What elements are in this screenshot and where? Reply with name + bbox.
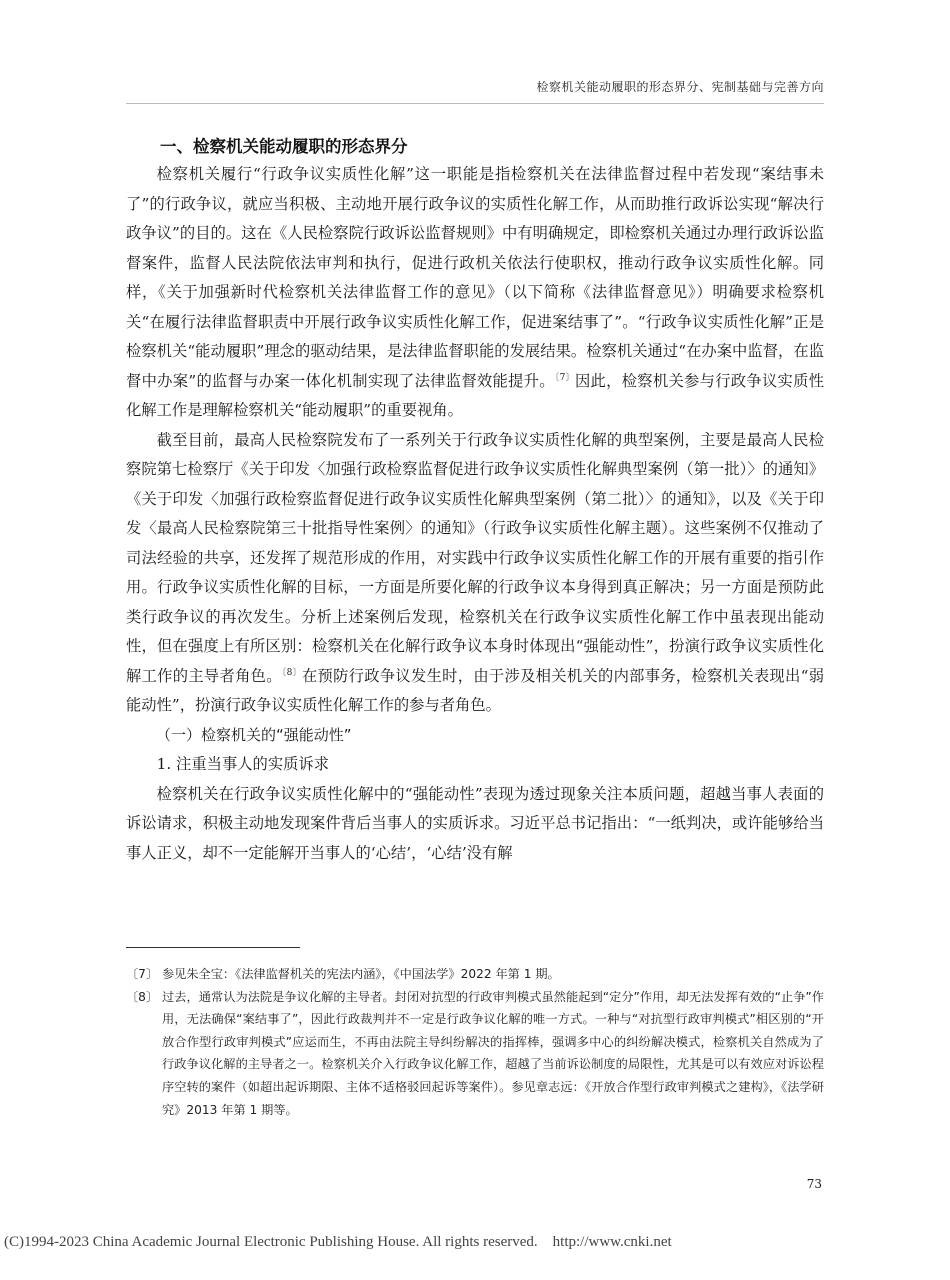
page-number: 73 [806, 1177, 822, 1191]
footnotes [126, 963, 824, 1121]
footnote-rule [126, 947, 300, 948]
footnote-8 [126, 986, 824, 1122]
paragraph-2-text: 截至目前，最高人民检察院发布了一系列关于行政争议实质性化解的典型案例，主要是最高人民检察院第七检察厅《关于印发〈加强行政检察监督促进行政争议实质性化解典型案例（第一批）〉的通知》《关于印发〈加强行政检察监督促进行政争议实质性化解典型案例（第二批）〉的通知》，以及《关于印发〈最高人民检察院第三十批指导性案例〉的通知》（行政争议实质性化解主题）。这些案例不仅推动了司法经验的共享，还发挥了规范形成的作用，对实践中行政争议实质性化解工作的开展有重要的指引作用。行政争议实质性化解的目标，一方面是所要化解的行政争议本身得到真正解决；另一方面是预防此类行政争议的再次发生。分析上述案例后发现，检察机关在行政争议实质性化解工作中虽表现出能动性，但在强度上有所区别：检察机关在化解行政争议本身时体现出“强能动性”，扮演行政争议实质性化解工作的主导者角色。 [126, 430, 824, 685]
body-text [126, 160, 824, 868]
paragraph-1 [126, 160, 824, 426]
footnote-number: 〔7〕 [126, 967, 159, 981]
footnote-text: 过去，通常认为法院是争议化解的主导者。封闭对抗型的行政审判模式虽然能起到“定分”作用，却无法发挥有效的“止争”作用，无法确保“案结事了”，因此行政裁判并不一定是行政争议化解的唯一方式。一种与“对抗型行政审判模式”相区别的“开放合作型行政审判模式”应运而生，不再由法院主导纠纷解决的指挥棒，强调多中心的纠纷解决模式，检察机关自然成为了行政争议化解的主导者之一。检察机关介入行政争议化解工作，超越了当前诉讼制度的局限性，尤其是可以有效应对诉讼程序空转的案件（如超出起诉期限、主体不适格驳回起诉等案件）。参见章志远：《开放合作型行政审判模式之建构》，《法学研究》2013 年第 1 期等。 [162, 989, 824, 1117]
running-header: 检察机关能动履职的形态界分、宪制基础与完善方向 [536, 80, 824, 94]
sub-subsection-heading: 1. 注重当事人的实质诉求 [156, 755, 330, 773]
paragraph-2 [126, 426, 824, 721]
footnote-ref-7[interactable]: 〔7〕 [554, 372, 575, 383]
footnote-7 [126, 963, 824, 986]
footnote-number: 〔8〕 [126, 989, 159, 1004]
paragraph-1-text: 检察机关履行“行政争议实质性化解”这一职能是指检察机关在法律监督过程中若发现“案结事未了”的行政争议，就应当积极、主动地开展行政争议的实质性化解工作，从而助推行政诉讼实现“解决行政争议”的目的。这在《人民检察院行政诉讼监督规则》中有明确规定，即检察机关通过办理行政诉讼监督案件，监督人民法院依法审判和执行，促进行政机关依法行使职权，推动行政争议实质性化解。同样，《关于加强新时代检察机关法律监督工作的意见》（以下简称《法律监督意见》）明确要求检察机关“在履行法律监督职责中开展行政争议实质性化解工作，促进案结事了”。“行政争议实质性化解”正是检察机关“能动履职”理念的驱动结果，是法律监督职能的发展结果。检察机关通过“在办案中监督，在监督中办案”的监督与办案一体化机制实现了法律监督效能提升。 [126, 165, 824, 390]
paragraph-2-tail: 在预防行政争议发生时，由于涉及相关机关的内部事务，检察机关表现出“弱能动性”，扮演行政争议实质性化解工作的参与者角色。 [126, 666, 824, 714]
footnote-ref-8[interactable]: 〔8〕 [281, 667, 302, 678]
copyright-footer: (C)1994-2023 China Academic Journal Electronic Publishing House. All rights reserved. http://www.cnki.net [4, 1234, 672, 1250]
header-rule [126, 103, 824, 104]
section-title: 一、检察机关能动履职的形态界分 [160, 137, 408, 156]
paragraph-3: 检察机关在行政争议实质性化解中的“强能动性”表现为透过现象关注本质问题，超越当事人表面的诉讼请求，积极主动地发现案件背后当事人的实质诉求。习近平总书记指出：“一纸判决，或许能够给当事人正义，却不一定能解开当事人的‘心结’，‘心结’没有解 [126, 784, 824, 862]
subsection-heading: （一）检察机关的“强能动性” [156, 725, 352, 744]
footnote-text: 参见朱全宝：《法律监督机关的宪法内涵》，《中国法学》2022 年第 1 期。 [162, 967, 560, 981]
paragraph-1-tail: 因此，检察机关参与行政争议实质性化解工作是理解检察机关“能动履职”的重要视角。 [126, 371, 824, 419]
